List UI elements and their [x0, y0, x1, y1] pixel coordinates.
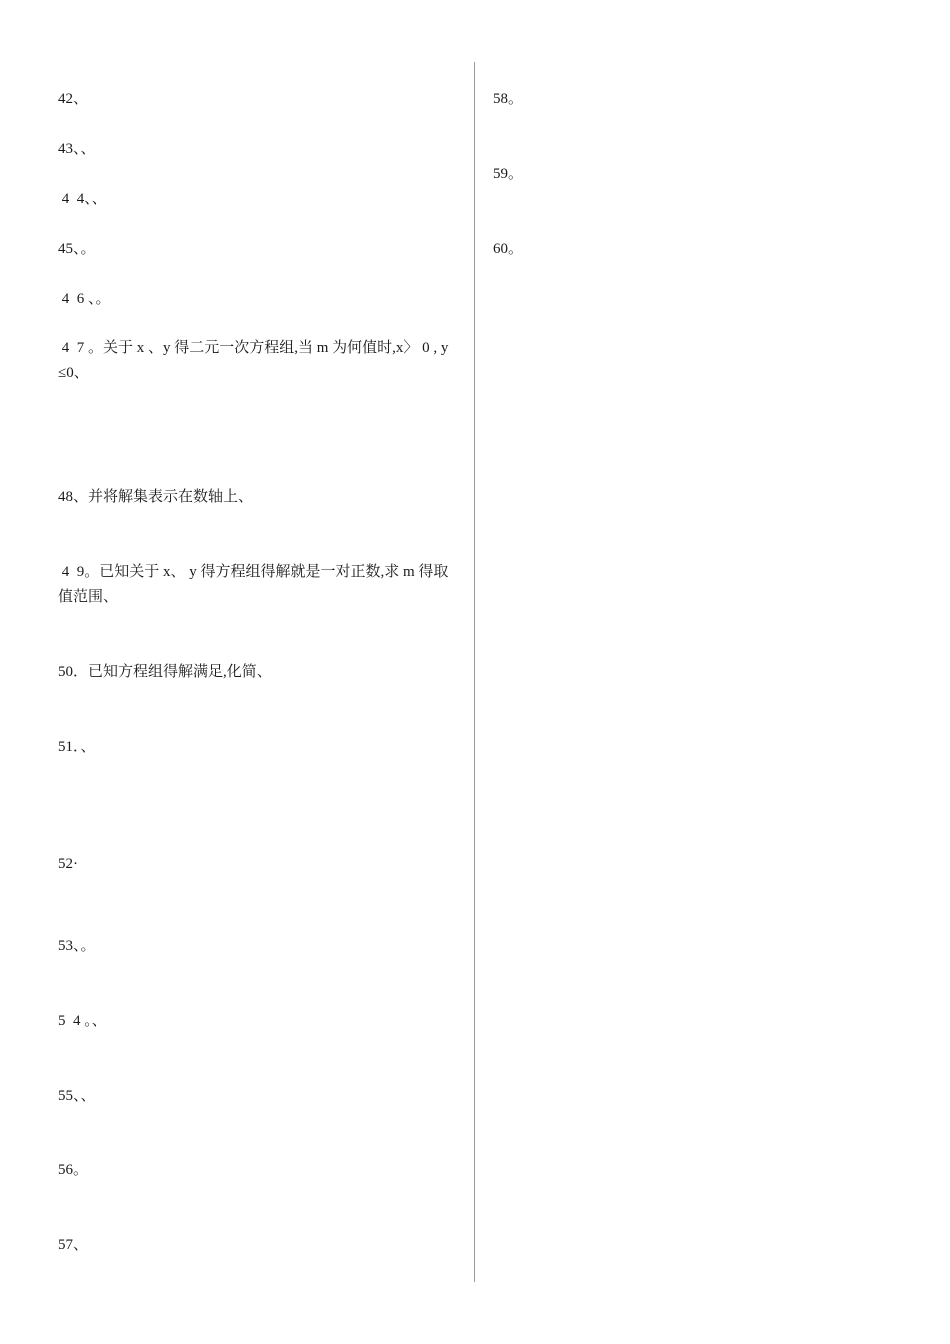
question-51: 51．、	[58, 739, 96, 755]
question-43: 43、、	[58, 141, 96, 157]
question-57: 57、	[58, 1237, 89, 1253]
question-58: 58。	[493, 91, 524, 107]
question-48: 48、并将解集表示在数轴上、	[58, 489, 254, 505]
column-divider	[474, 62, 475, 1282]
question-47: 4 7 。关于 x 、y 得二元一次方程组,当 m 为何值时,x〉 0 , y ≤0、	[58, 340, 453, 381]
question-56: 56。	[58, 1162, 89, 1178]
question-42: 42、	[58, 91, 89, 107]
question-52: 52·	[58, 856, 78, 872]
question-60: 60。	[493, 241, 524, 257]
question-46: 4 6 、。	[58, 291, 111, 307]
question-49: 4 9。已知关于 x、 y 得方程组得解就是一对正数,求 m 得取值范围、	[58, 564, 449, 605]
question-45: 45、。	[58, 241, 96, 257]
question-44: 4 4、、	[58, 191, 107, 207]
question-50: 50．已知方程组得解满足,化简、	[58, 664, 272, 680]
question-53: 53、。	[58, 938, 96, 954]
question-54: 5 4 。、	[58, 1013, 107, 1029]
question-59: 59。	[493, 166, 524, 182]
question-55: 55、、	[58, 1088, 96, 1104]
